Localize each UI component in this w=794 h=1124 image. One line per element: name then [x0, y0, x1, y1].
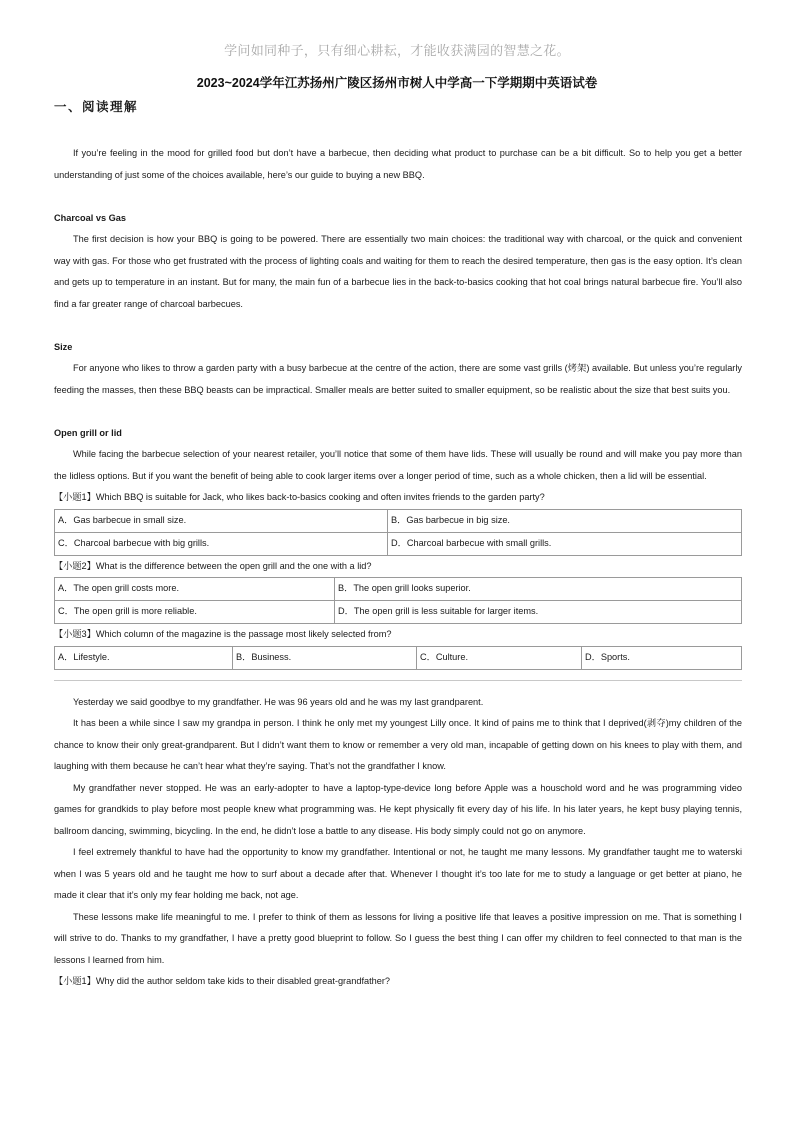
- question-2-1: [54, 971, 742, 993]
- passage-2-paragraph: Yesterday we said goodbye to my grandfather. He was 96 years old and he was my last grandparent.: [73, 696, 484, 707]
- option-c[interactable]: C．The open grill is more reliable.: [55, 601, 335, 624]
- option-a[interactable]: A．Lifestyle.: [55, 646, 233, 669]
- heading-open-grill-or-lid: Open grill or lid: [54, 427, 122, 438]
- option-a[interactable]: A．The open grill costs more.: [55, 578, 335, 601]
- exam-title: 2023~2024学年江苏扬州广陵区扬州市树人中学高一下学期期中英语试卷: [196, 76, 598, 90]
- question-1-2: [54, 556, 742, 578]
- heading-size: Size: [54, 341, 73, 352]
- option-b[interactable]: B．Gas barbecue in big size.: [388, 509, 742, 532]
- question-label: 【小题1】: [54, 492, 96, 502]
- question-1-3: [54, 624, 742, 646]
- passage-2-paragraph: These lessons make life meaningful to me. I prefer to think of them as lessons for living a positive life that leaves a positive impression on me. That is something I will strive to do. Thanks to my grandfather, I have a pretty good blueprint to follow. So I guess the best thing I can offer my children to feel connected to that man is the lessons I learned from him.: [54, 911, 742, 965]
- paragraph-charcoal: The first decision is how your BBQ is going to be powered. There are essentially two main choices: the traditional way with charcoal, or the quick and convenient way with gas. For those who get frustrated with the process of lighting coals and waiting for them to reach the desired temperature, then gas is the easy option. It’s clean and gets up to temperature in an instant. But for many, the main fun of a barbecue lies in the back-to-basics cooking that hot coal brings natural barbecue fire. You’ll also find a far greater range of charcoal barbecues.: [54, 234, 742, 309]
- question-text: Which column of the magazine is the passage most likely selected from?: [95, 629, 392, 639]
- passage-1-intro: If you’re feeling in the mood for grilled food but don’t have a barbecue, then deciding what product to purchase can be a bit difficult. So to help you get a better understanding of just some of the choices available, here’s our guide to buying a new BBQ.: [54, 148, 742, 180]
- options-table-q3: [54, 646, 742, 670]
- passage-2-paragraph: I feel extremely thankful to have had the opportunity to know my grandfather. Intentional or not, he taught me many lessons. My grandfather taught me to waterski when I was 5 years old and he taught me how to surf about a decade after that. Whenever I thought it’s too late for me to study a language or get better at piano, he made it clear that it’s only my fear holding me back, not age.: [54, 847, 742, 900]
- option-c[interactable]: C．Charcoal barbecue with big grills.: [55, 532, 388, 555]
- option-d[interactable]: D．Sports.: [582, 646, 742, 669]
- passage-2-paragraph: It has been a while since I saw my grandpa in person. I think he only met my youngest Lilly once. It kind of pains me to think that I deprived(剥夺)my children of the chance to know their only great-grandparent. But I didn’t want them to know or remember a very old man, incapable of getting down on his knees to play with them, and laughing with them because he can’t hear what they’re saying. That’s not the grandfather I know.: [54, 718, 742, 771]
- option-c[interactable]: C．Culture.: [417, 646, 582, 669]
- question-1-1: [54, 487, 742, 509]
- passage-2-paragraph: My grandfather never stopped. He was an early-adopter to have a laptop-type-device long before Apple was a houschold word and he was programming video games for grandkids to play before most people knew what programming was. He kept physically fit every day of his life. In his later years, he kept busy playing tennis, ballroom dancing, swimming, bicycling. In the end, he didn’t lose a battle to any disease. His body simply could not go on anymore.: [54, 782, 742, 836]
- option-d[interactable]: D．Charcoal barbecue with small grills.: [388, 532, 742, 555]
- passage-divider: [54, 680, 742, 681]
- passage-2: [54, 692, 742, 993]
- option-d[interactable]: D．The open grill is less suitable for larger items.: [335, 601, 742, 624]
- options-table-q1: [54, 509, 742, 556]
- passage-1: [54, 143, 742, 993]
- heading-charcoal-vs-gas: Charcoal vs Gas: [54, 212, 127, 223]
- question-label: 【小题2】: [54, 560, 96, 571]
- option-b[interactable]: B．Business.: [233, 646, 417, 669]
- option-a[interactable]: A．Gas barbecue in small size.: [55, 509, 388, 532]
- question-label: 【小题3】: [54, 629, 96, 639]
- question-text: What is the difference between the open grill and the one with a lid?: [95, 560, 372, 571]
- paragraph-lid: While facing the barbecue selection of your nearest retailer, you’ll notice that some of them have lids. These will usually be round and will make you pay more than the lidless options. But if you want the benefit of being able to cook larger items over a longer period of time, such as a whole chicken, then a lid will be essential.: [54, 449, 742, 481]
- page-motto: 学问如同种子，只有细心耕耘，才能收获满园的智慧之花。: [224, 43, 570, 58]
- section-heading: 一、阅读理解: [54, 99, 139, 114]
- options-table-q2: [54, 577, 742, 624]
- question-label: 【小题1】: [54, 976, 96, 986]
- option-b[interactable]: B．The open grill looks superior.: [335, 578, 742, 601]
- question-text: Why did the author seldom take kids to their disabled great-grandfather?: [95, 976, 391, 986]
- paragraph-size: For anyone who likes to throw a garden party with a busy barbecue at the centre of the action, there are some vast grills (烤架) available. But unless you’re regularly feeding the masses, then these BBQ beasts can be impractical. Smaller meals are better suited to smaller equipment, so be realistic about the size that best suits you.: [54, 363, 742, 395]
- question-text: Which BBQ is suitable for Jack, who likes back-to-basics cooking and often invites friends to the garden party?: [95, 492, 545, 502]
